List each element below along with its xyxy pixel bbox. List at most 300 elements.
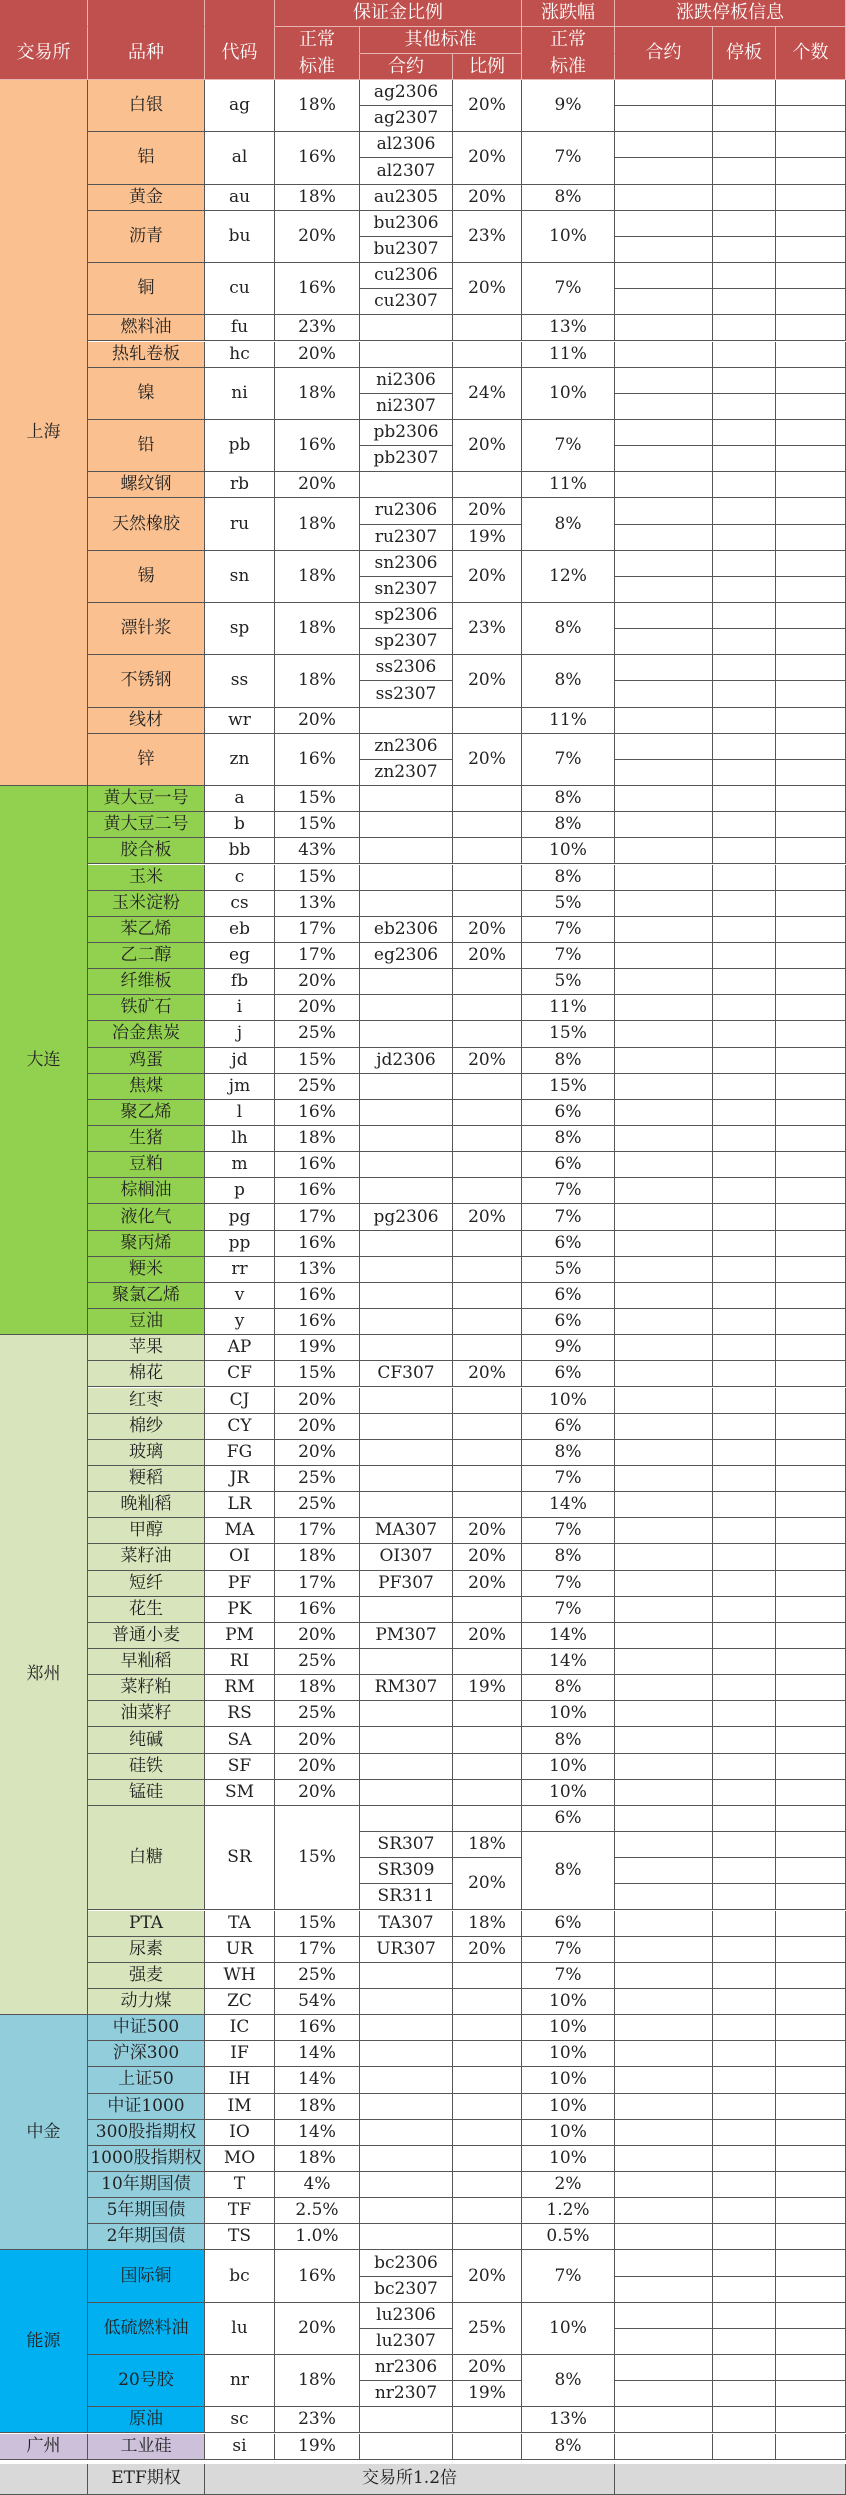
- limit-range: 11%: [522, 708, 615, 734]
- limit-count-cell: [776, 734, 846, 760]
- product-code: IC: [205, 2015, 275, 2041]
- product-code: fb: [205, 969, 275, 995]
- other-ratio: 20%: [453, 1204, 522, 1230]
- limit-count-cell: [776, 1597, 846, 1623]
- normal-margin: 20%: [275, 1780, 360, 1806]
- limit-range: 12%: [522, 551, 615, 603]
- product-code: MA: [205, 1518, 275, 1544]
- normal-margin: 20%: [275, 1623, 360, 1649]
- product-name: 红枣: [88, 1388, 205, 1414]
- limit-contract-cell: [615, 2250, 713, 2276]
- limit-contract-cell: [615, 80, 713, 106]
- limit-contract-cell: [615, 1597, 713, 1623]
- other-ratio: [453, 891, 522, 917]
- exchange-name: 广州: [0, 2434, 88, 2460]
- other-contract: lu2306: [360, 2303, 453, 2329]
- other-ratio: [453, 1649, 522, 1675]
- other-contract: CF307: [360, 1361, 453, 1387]
- limit-count-cell: [776, 498, 846, 524]
- limit-contract-cell: [615, 1963, 713, 1989]
- limit-contract-cell: [615, 2407, 713, 2433]
- normal-margin: 17%: [275, 1518, 360, 1544]
- normal-margin: 18%: [275, 551, 360, 603]
- limit-board-cell: [713, 891, 776, 917]
- product-name: 油菜籽: [88, 1701, 205, 1727]
- limit-count-cell: [776, 969, 846, 995]
- limit-count-cell: [776, 1806, 846, 1832]
- other-contract: [360, 1649, 453, 1675]
- other-contract: [360, 1492, 453, 1518]
- limit-board-cell: [713, 838, 776, 864]
- limit-count-cell: [776, 368, 846, 394]
- limit-board-cell: [713, 812, 776, 838]
- limit-count-cell: [776, 1571, 846, 1597]
- product-code: IF: [205, 2041, 275, 2067]
- normal-margin: 20%: [275, 1440, 360, 1466]
- limit-board-cell: [713, 158, 776, 184]
- product-name: 普通小麦: [88, 1623, 205, 1649]
- other-contract: [360, 1597, 453, 1623]
- limit-contract-cell: [615, 1675, 713, 1701]
- other-contract: eg2306: [360, 943, 453, 969]
- limit-contract-cell: [615, 525, 713, 551]
- other-contract: [360, 2094, 453, 2120]
- limit-contract-cell: [615, 2329, 713, 2355]
- limit-board-cell: [713, 969, 776, 995]
- limit-board-cell: [713, 1466, 776, 1492]
- limit-range: 7%: [522, 1466, 615, 1492]
- limit-contract-cell: [615, 158, 713, 184]
- product-name: 燃料油: [88, 315, 205, 341]
- limit-count-cell: [776, 1021, 846, 1047]
- limit-range: 8%: [522, 185, 615, 211]
- limit-count-cell: [776, 708, 846, 734]
- product-name: 国际铜: [88, 2250, 205, 2302]
- limit-range: 8%: [522, 812, 615, 838]
- other-ratio: 18%: [453, 1832, 522, 1858]
- limit-board-cell: [713, 551, 776, 577]
- normal-margin: 13%: [275, 891, 360, 917]
- limit-board-cell: [713, 1021, 776, 1047]
- product-code: FG: [205, 1440, 275, 1466]
- other-ratio: [453, 1492, 522, 1518]
- limit-count-cell: [776, 2198, 846, 2224]
- limit-board-cell: [713, 420, 776, 446]
- limit-count-cell: [776, 2120, 846, 2146]
- other-contract: au2305: [360, 185, 453, 211]
- other-ratio: [453, 1021, 522, 1047]
- other-contract: ru2307: [360, 525, 453, 551]
- limit-board-cell: [713, 760, 776, 786]
- limit-board-cell: [713, 2434, 776, 2460]
- limit-board-cell: [713, 1231, 776, 1257]
- other-ratio: [453, 786, 522, 812]
- limit-board-cell: [713, 1675, 776, 1701]
- other-contract: ru2306: [360, 498, 453, 524]
- other-contract: zn2306: [360, 734, 453, 760]
- other-ratio: [453, 2224, 522, 2250]
- other-ratio: [453, 1074, 522, 1100]
- limit-range: 6%: [522, 1806, 615, 1832]
- limit-range: 10%: [522, 2041, 615, 2067]
- limit-range: 10%: [522, 211, 615, 263]
- other-contract: bc2306: [360, 2250, 453, 2276]
- limit-contract-cell: [615, 838, 713, 864]
- limit-contract-cell: [615, 1466, 713, 1492]
- limit-count-cell: [776, 2172, 846, 2198]
- limit-count-cell: [776, 551, 846, 577]
- limit-board-cell: [713, 1388, 776, 1414]
- normal-margin: 17%: [275, 1937, 360, 1963]
- limit-count-cell: [776, 2277, 846, 2303]
- limit-board-cell: [713, 2146, 776, 2172]
- limit-contract-cell: [615, 708, 713, 734]
- product-code: i: [205, 995, 275, 1021]
- limit-range: 14%: [522, 1649, 615, 1675]
- limit-count-cell: [776, 1649, 846, 1675]
- header-limit-normal: 正常: [522, 27, 615, 54]
- limit-board-cell: [713, 2303, 776, 2329]
- other-contract: [360, 2041, 453, 2067]
- limit-range: 10%: [522, 1754, 615, 1780]
- limit-count-cell: [776, 1126, 846, 1152]
- normal-margin: 2.5%: [275, 2198, 360, 2224]
- normal-margin: 54%: [275, 1989, 360, 2015]
- limit-count-cell: [776, 2146, 846, 2172]
- limit-range: 10%: [522, 368, 615, 420]
- product-name: 玉米淀粉: [88, 891, 205, 917]
- other-ratio: [453, 1309, 522, 1335]
- product-name: 玉米: [88, 865, 205, 891]
- limit-count-cell: [776, 1100, 846, 1126]
- normal-margin: 16%: [275, 2250, 360, 2302]
- product-name: 聚乙烯: [88, 1100, 205, 1126]
- other-contract: [360, 1989, 453, 2015]
- other-contract: cu2307: [360, 289, 453, 315]
- other-ratio: 19%: [453, 2381, 522, 2407]
- limit-contract-cell: [615, 1727, 713, 1753]
- product-code: sc: [205, 2407, 275, 2433]
- product-name: 生猪: [88, 1126, 205, 1152]
- limit-board-cell: [713, 2094, 776, 2120]
- limit-contract-cell: [615, 2381, 713, 2407]
- product-code: au: [205, 185, 275, 211]
- limit-board-cell: [713, 1597, 776, 1623]
- product-code: c: [205, 865, 275, 891]
- normal-margin: 15%: [275, 812, 360, 838]
- limit-board-cell: [713, 237, 776, 263]
- exchange-name: 上海: [0, 80, 88, 786]
- other-ratio: [453, 969, 522, 995]
- limit-contract-cell: [615, 315, 713, 341]
- header-limit-count: 个数: [776, 27, 846, 80]
- limit-count-cell: [776, 1544, 846, 1570]
- limit-range: 5%: [522, 1257, 615, 1283]
- limit-board-cell: [713, 315, 776, 341]
- limit-board-cell: [713, 1335, 776, 1361]
- limit-board-cell: [713, 1152, 776, 1178]
- limit-count-cell: [776, 681, 846, 707]
- normal-margin: 18%: [275, 498, 360, 550]
- limit-board-cell: [713, 2277, 776, 2303]
- limit-contract-cell: [615, 603, 713, 629]
- limit-range: 14%: [522, 1492, 615, 1518]
- other-contract: nr2306: [360, 2355, 453, 2381]
- normal-margin: 15%: [275, 1806, 360, 1911]
- limit-board-cell: [713, 394, 776, 420]
- header-limit-range: 涨跌幅: [522, 0, 615, 27]
- other-ratio: [453, 2172, 522, 2198]
- limit-contract-cell: [615, 498, 713, 524]
- limit-board-cell: [713, 2250, 776, 2276]
- other-contract: nr2307: [360, 2381, 453, 2407]
- header-standard: 标准: [275, 54, 360, 80]
- header-margin-ratio: 保证金比例: [275, 0, 522, 27]
- other-contract: ss2307: [360, 681, 453, 707]
- limit-contract-cell: [615, 1571, 713, 1597]
- normal-margin: 43%: [275, 838, 360, 864]
- limit-board-cell: [713, 185, 776, 211]
- other-contract: [360, 2407, 453, 2433]
- limit-count-cell: [776, 812, 846, 838]
- product-code: ni: [205, 368, 275, 420]
- limit-contract-cell: [615, 2120, 713, 2146]
- limit-contract-cell: [615, 786, 713, 812]
- limit-contract-cell: [615, 263, 713, 289]
- product-name: 低硫燃料油: [88, 2303, 205, 2355]
- limit-count-cell: [776, 917, 846, 943]
- limit-board-cell: [713, 1309, 776, 1335]
- limit-contract-cell: [615, 734, 713, 760]
- limit-board-cell: [713, 1884, 776, 1910]
- limit-contract-cell: [615, 1126, 713, 1152]
- product-name: 铁矿石: [88, 995, 205, 1021]
- product-code: MO: [205, 2146, 275, 2172]
- product-code: AP: [205, 1335, 275, 1361]
- other-contract: bc2307: [360, 2277, 453, 2303]
- limit-contract-cell: [615, 1989, 713, 2015]
- product-code: al: [205, 132, 275, 184]
- header-blank: [0, 0, 88, 27]
- product-code: ag: [205, 80, 275, 132]
- product-code: eb: [205, 917, 275, 943]
- other-ratio: [453, 1989, 522, 2015]
- product-code: l: [205, 1100, 275, 1126]
- product-name: 5年期国债: [88, 2198, 205, 2224]
- limit-count-cell: [776, 1414, 846, 1440]
- header-code: 代码: [205, 27, 275, 80]
- limit-contract-cell: [615, 1152, 713, 1178]
- limit-contract-cell: [615, 551, 713, 577]
- limit-board-cell: [713, 681, 776, 707]
- other-contract: eb2306: [360, 917, 453, 943]
- product-name: 黄金: [88, 185, 205, 211]
- other-ratio: [453, 1283, 522, 1309]
- limit-count-cell: [776, 2381, 846, 2407]
- other-contract: SR307: [360, 1832, 453, 1858]
- product-name: 黄大豆二号: [88, 812, 205, 838]
- limit-board-cell: [713, 1440, 776, 1466]
- limit-range: 7%: [522, 2250, 615, 2302]
- product-name: 铅: [88, 420, 205, 472]
- other-ratio: [453, 2094, 522, 2120]
- other-ratio: 20%: [453, 1544, 522, 1570]
- normal-margin: 20%: [275, 1414, 360, 1440]
- product-code: SM: [205, 1780, 275, 1806]
- limit-contract-cell: [615, 2303, 713, 2329]
- limit-count-cell: [776, 289, 846, 315]
- product-code: PK: [205, 1597, 275, 1623]
- limit-range: 8%: [522, 1832, 615, 1910]
- limit-range: 11%: [522, 342, 615, 368]
- limit-contract-cell: [615, 1806, 713, 1832]
- limit-board-cell: [713, 1074, 776, 1100]
- other-ratio: [453, 995, 522, 1021]
- other-contract: SR309: [360, 1858, 453, 1884]
- limit-range: 8%: [522, 1126, 615, 1152]
- limit-range: 13%: [522, 2407, 615, 2433]
- limit-count-cell: [776, 891, 846, 917]
- product-code: RM: [205, 1675, 275, 1701]
- limit-board-cell: [713, 2067, 776, 2093]
- product-name: 豆油: [88, 1309, 205, 1335]
- other-ratio: 24%: [453, 368, 522, 420]
- other-ratio: [453, 2067, 522, 2093]
- product-code: fu: [205, 315, 275, 341]
- header-blank: [88, 0, 205, 27]
- normal-margin: 20%: [275, 969, 360, 995]
- other-contract: PF307: [360, 1571, 453, 1597]
- normal-margin: 25%: [275, 1021, 360, 1047]
- limit-contract-cell: [615, 577, 713, 603]
- other-ratio: 19%: [453, 1675, 522, 1701]
- product-code: pb: [205, 420, 275, 472]
- other-contract: [360, 1309, 453, 1335]
- normal-margin: 20%: [275, 342, 360, 368]
- limit-range: 10%: [522, 2094, 615, 2120]
- normal-margin: 17%: [275, 917, 360, 943]
- limit-count-cell: [776, 446, 846, 472]
- other-contract: RM307: [360, 1675, 453, 1701]
- other-ratio: 20%: [453, 2355, 522, 2381]
- product-name: 2年期国债: [88, 2224, 205, 2250]
- limit-board-cell: [713, 629, 776, 655]
- other-ratio: 20%: [453, 498, 522, 524]
- product-code: zn: [205, 734, 275, 786]
- normal-margin: 16%: [275, 263, 360, 315]
- other-ratio: 20%: [453, 2250, 522, 2302]
- limit-range: 10%: [522, 2146, 615, 2172]
- limit-count-cell: [776, 2303, 846, 2329]
- product-code: jd: [205, 1048, 275, 1074]
- other-contract: ag2307: [360, 106, 453, 132]
- product-name: 粳稻: [88, 1466, 205, 1492]
- other-ratio: [453, 2041, 522, 2067]
- limit-contract-cell: [615, 106, 713, 132]
- product-code: y: [205, 1309, 275, 1335]
- other-contract: sp2306: [360, 603, 453, 629]
- limit-contract-cell: [615, 1048, 713, 1074]
- product-code: CY: [205, 1414, 275, 1440]
- product-name: 纯碱: [88, 1727, 205, 1753]
- other-contract: [360, 2224, 453, 2250]
- limit-contract-cell: [615, 185, 713, 211]
- limit-count-cell: [776, 760, 846, 786]
- normal-margin: 20%: [275, 1388, 360, 1414]
- limit-count-cell: [776, 2407, 846, 2433]
- other-ratio: [453, 315, 522, 341]
- product-name: 线材: [88, 708, 205, 734]
- other-contract: [360, 1440, 453, 1466]
- limit-range: 10%: [522, 1989, 615, 2015]
- limit-range: 7%: [522, 1518, 615, 1544]
- limit-board-cell: [713, 1858, 776, 1884]
- normal-margin: 15%: [275, 1048, 360, 1074]
- limit-range: 8%: [522, 1048, 615, 1074]
- limit-range: 6%: [522, 1414, 615, 1440]
- product-code: si: [205, 2434, 275, 2460]
- limit-range: 10%: [522, 1388, 615, 1414]
- limit-board-cell: [713, 1701, 776, 1727]
- limit-range: 10%: [522, 1701, 615, 1727]
- other-contract: bu2306: [360, 211, 453, 237]
- limit-contract-cell: [615, 865, 713, 891]
- limit-board-cell: [713, 1911, 776, 1937]
- limit-contract-cell: [615, 420, 713, 446]
- other-contract: [360, 969, 453, 995]
- other-contract: [360, 786, 453, 812]
- normal-margin: 15%: [275, 1911, 360, 1937]
- product-code: CJ: [205, 1388, 275, 1414]
- product-name: 短纤: [88, 1571, 205, 1597]
- normal-margin: 19%: [275, 2434, 360, 2460]
- other-ratio: [453, 838, 522, 864]
- limit-range: 10%: [522, 2067, 615, 2093]
- product-name: PTA: [88, 1911, 205, 1937]
- normal-margin: 17%: [275, 1204, 360, 1230]
- limit-contract-cell: [615, 1623, 713, 1649]
- etf-label: ETF期权: [88, 2464, 205, 2495]
- limit-count-cell: [776, 132, 846, 158]
- normal-margin: 15%: [275, 865, 360, 891]
- limit-range: 13%: [522, 315, 615, 341]
- product-code: OI: [205, 1544, 275, 1570]
- limit-count-cell: [776, 2250, 846, 2276]
- normal-margin: 18%: [275, 1126, 360, 1152]
- limit-contract-cell: [615, 1388, 713, 1414]
- product-name: 菜籽油: [88, 1544, 205, 1570]
- normal-margin: 25%: [275, 1074, 360, 1100]
- product-code: hc: [205, 342, 275, 368]
- limit-count-cell: [776, 106, 846, 132]
- product-code: IM: [205, 2094, 275, 2120]
- limit-contract-cell: [615, 1492, 713, 1518]
- other-contract: [360, 1126, 453, 1152]
- other-ratio: [453, 2015, 522, 2041]
- other-contract: [360, 2015, 453, 2041]
- normal-margin: 4%: [275, 2172, 360, 2198]
- header-limit-info: 涨跌停板信息: [615, 0, 846, 27]
- limit-board-cell: [713, 1571, 776, 1597]
- limit-count-cell: [776, 786, 846, 812]
- limit-contract-cell: [615, 1178, 713, 1204]
- limit-board-cell: [713, 1963, 776, 1989]
- product-name: 鸡蛋: [88, 1048, 205, 1074]
- limit-contract-cell: [615, 1361, 713, 1387]
- other-contract: bu2307: [360, 237, 453, 263]
- product-code: SF: [205, 1754, 275, 1780]
- normal-margin: 23%: [275, 2407, 360, 2433]
